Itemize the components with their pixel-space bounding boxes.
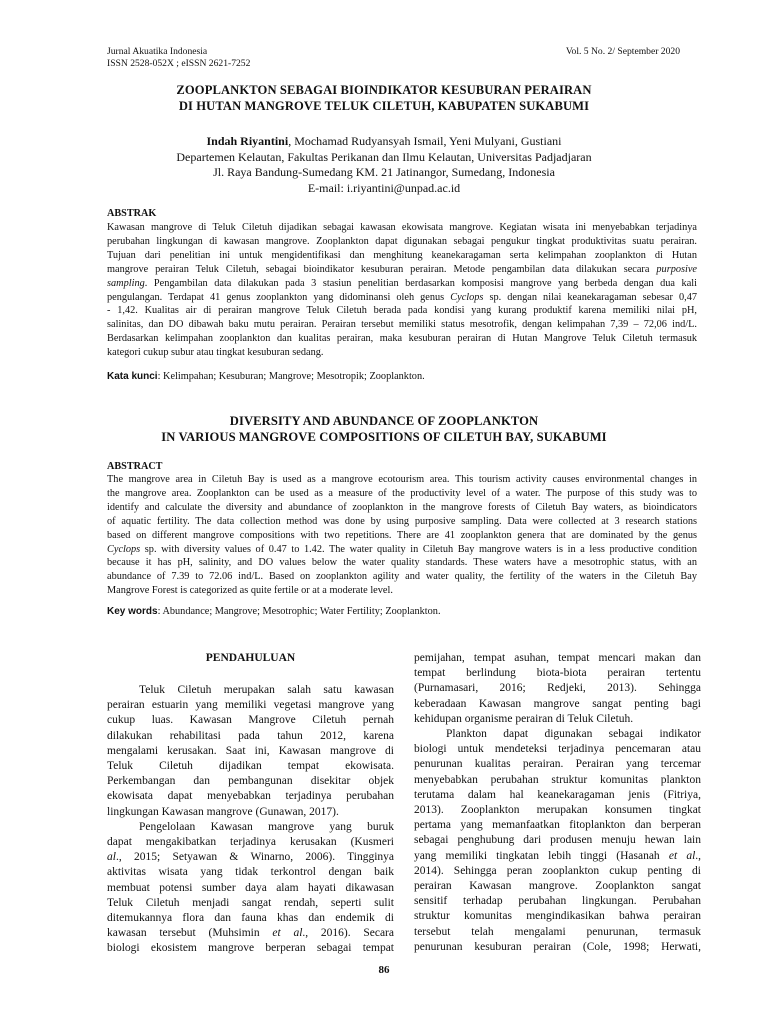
body-line: Teluk Ciletuh merupakan salah satu kawasan bbox=[139, 684, 394, 696]
body-line: tersebut telah mengalami penurunan, termasuk bbox=[414, 925, 701, 938]
abstrak-heading: ABSTRAK bbox=[107, 208, 157, 219]
abstract-line: Cyclops sp. with diversity values of 0.47 to 1.42. The water quality in Ciletuh Bay mangrove waters is in a less productive condition bbox=[107, 543, 697, 555]
author-names bbox=[100, 134, 668, 150]
paper-title-english bbox=[100, 413, 668, 445]
email[interactable]: E-mail: i.riyantini@unpad.ac.id bbox=[307, 180, 461, 195]
abstract-line: because it has pH, salinity, and DO values below the water quality standards. These waters have a mesotrophic status, with an bbox=[107, 557, 697, 569]
address: Jl. Raya Bandung-Sumedang KM. 21 Jatinangor, Sumedang, Indonesia bbox=[213, 165, 555, 180]
body-line: 2014). Sehingga peran zooplankton cukup penting di bbox=[414, 864, 701, 877]
key-words-value: : Abundance; Mangrove; Mesotrophic; Water Fertility; Zooplankton. bbox=[157, 606, 441, 617]
abstract-line: the mangrove area. Zooplankton can be used as a measure of the productivity level of a water. The purpose of this study was to bbox=[107, 487, 697, 499]
body-line: menyebabkan perubahan struktur komunitas plankton bbox=[414, 773, 701, 786]
left-column bbox=[107, 683, 394, 957]
kata-kunci-label: Kata kunci bbox=[107, 371, 158, 382]
co-authors: , Mochamad Rudyansyah Ismail, Yeni Mulyani, Gustiani bbox=[288, 134, 562, 148]
body-line: sebagai penghubung dari produsen menuju hewan lain bbox=[414, 834, 701, 847]
body-line: membuat potensi sumber daya alam hayati dikawasan bbox=[107, 881, 394, 894]
key-words-label: Key words bbox=[107, 606, 158, 617]
abstrak-line: Berdasarkan kelimpahan zooplankton dan kualitas perairan, maka kesuburan perairan di Hutan Mangrove Teluk Ciletuh termasuk bbox=[107, 333, 697, 345]
key-words bbox=[107, 606, 697, 617]
body-line: biologi untuk mendeteksi terjadinya pencemaran atau bbox=[414, 743, 701, 756]
body-line: pemijahan, tempat asuhan, tempat mencari makan dan bbox=[414, 652, 701, 664]
body-line: 2013). Zooplankton merupakan konsumen tingkat bbox=[414, 804, 701, 817]
body-line: Perkembangan dan pembangunan disekitar objek bbox=[107, 775, 394, 788]
abstract-line: of aquatic fertility. The data collection method was done by using purposive sampling. Data were collected at 3 research stations bbox=[107, 515, 697, 527]
body-line: perairan estuarin yang memiliki vegetasi mangrove yang bbox=[107, 699, 394, 712]
abstrak-line: salinitas, dan DO dibawah baku mutu perairan. Perairan tersebut memiliki status mesotrofik, dengan kelimpahan 7,39 – 72,06 ind/L. bbox=[107, 319, 697, 331]
title-line: IN VARIOUS MANGROVE COMPOSITIONS OF CILETUH BAY, SUKABUMI bbox=[161, 430, 607, 444]
abstract-heading: ABSTRACT bbox=[107, 461, 163, 472]
abstrak-line: - 1,42. Kualitas air di perairan mangrove Teluk Ciletuh berada pada kondisi yang kurang produktif karena memiliki nilai pH, bbox=[107, 305, 697, 317]
body-line: al., 2015; Setyawan & Winarno, 2006). Tingginya bbox=[107, 851, 394, 864]
body-line: pertama yang memanfaatkan fitoplankton dan berperan bbox=[414, 819, 701, 832]
body-line: kawasan tersebut (Muhsimin et al., 2016). Secara bbox=[107, 927, 394, 940]
body-line: cukup luas. Kawasan Mangrove Ciletuh pernah bbox=[107, 714, 394, 727]
abstrak-line: sampling. Pengambilan data dilakukan pada 3 stasiun penelitian berdasarkan komposisi mangrove yang berbeda dengan dua kali bbox=[107, 277, 697, 289]
issn: ISSN 2528-052X ; eISSN 2621-7252 bbox=[107, 57, 251, 69]
page-number: 86 bbox=[378, 964, 390, 976]
kata-kunci bbox=[107, 371, 697, 382]
abstract-line: identify and calculate the diversity and abundance of zooplankton in the mangrove forests of Ciletuh Bay waters, as bioindicators bbox=[107, 501, 697, 513]
body-line: kehidupan organisme perairan di Teluk Ciletuh. bbox=[414, 712, 634, 725]
body-line: Teluk Ciletuh dijadikan tempat ekowisata. bbox=[107, 760, 394, 773]
body-line: struktur komunitas mengindikasikan bahwa perairan bbox=[414, 910, 701, 923]
abstract-line: based on different mangrove compositions with two repetitions. There are 41 zooplankton genera that are dominated by the genus bbox=[107, 529, 697, 541]
body-line: perairan Kawasan mangrove. Zooplankton sangat bbox=[414, 880, 701, 893]
abstract-line: The mangrove area in Ciletuh Bay is used as a mangrove ecotourism area. This tourism activity causes environmental changes in bbox=[107, 474, 697, 485]
affiliation: Departemen Kelautan, Fakultas Perikanan dan Ilmu Kelautan, Universitas Padjadjaran bbox=[176, 149, 592, 164]
body-line: aktivitas wisata yang tidak terkontrol dengan baik bbox=[107, 866, 394, 879]
paper-title-indonesian bbox=[100, 82, 668, 114]
abstract-line: abundance of 7.39 to 72.06 ind/L. Based on zooplankton agility and water quality, the fertility of the waters in the Ciletuh Bay bbox=[107, 571, 697, 583]
abstrak-line: Tujuan dari penelitian ini untuk mengidentifikasi dan menghitung keanekaragaman serta kelimpahan zooplankton di Hutan bbox=[107, 249, 697, 261]
right-column bbox=[414, 651, 701, 955]
abstrak-line: mangrove perairan Teluk Ciletuh, sebagai bioindikator kesuburan perairan. Metode pengambilan data dilakukan secara purposive bbox=[107, 263, 697, 275]
volume-info: Vol. 5 No. 2/ September 2020 bbox=[565, 46, 680, 57]
title-line: ZOOPLANKTON SEBAGAI BIOINDIKATOR KESUBURAN PERAIRAN bbox=[176, 83, 592, 97]
pendahuluan-heading: PENDAHULUAN bbox=[205, 652, 296, 664]
body-line: lingkungan Kawasan mangrove (Gunawan, 2017). bbox=[107, 805, 339, 818]
body-line: penurunan kesuburan perairan (Cole, 1998; Herwati, bbox=[414, 940, 701, 953]
body-line: ditemukannya flora dan fauna khas dan endemik di bbox=[107, 912, 394, 925]
body-line: sensitif terhadap perubahan lingkungan. Perubahan bbox=[414, 895, 701, 908]
body-line: keberadaan Kawasan mangrove sangat penting bagi bbox=[414, 697, 701, 710]
title-line: DIVERSITY AND ABUNDANCE OF ZOOPLANKTON bbox=[229, 414, 539, 428]
title-line: DI HUTAN MANGROVE TELUK CILETUH, KABUPATEN SUKABUMI bbox=[178, 99, 590, 113]
lead-author: Indah Riyantini bbox=[206, 134, 289, 148]
body-line: yang memiliki tingkatan lebih tinggi (Hasanah et al., bbox=[414, 849, 702, 862]
journal-name: Jurnal Akuatika Indonesia bbox=[107, 46, 208, 57]
body-line: Pengelolaan Kawasan mangrove yang buruk bbox=[139, 820, 394, 833]
body-line: Teluk Ciletuh menjadi sangat rendah, seperti sulit bbox=[107, 896, 394, 909]
body-line: mengalami kerusakan. Saat ini, Kawasan mangrove di bbox=[107, 744, 394, 757]
abstrak-line: kategori cukup subur atau tingkat kesuburan sedang. bbox=[107, 347, 324, 359]
body-line: (Purnamasari, 2016; Redjeki, 2013). Sehingga bbox=[414, 682, 701, 695]
abstract-body bbox=[107, 473, 697, 598]
author-block bbox=[100, 134, 668, 196]
body-line: Plankton dapat digunakan sebagai indikator bbox=[446, 728, 701, 741]
body-line: dilakukan rehabilitasi pada tahun 2012, karena bbox=[107, 729, 394, 742]
running-header-left bbox=[107, 46, 250, 69]
kata-kunci-value: : Kelimpahan; Kesuburan; Mangrove; Mesotropik; Zooplankton. bbox=[157, 371, 425, 382]
body-line: penurunan kualitas perairan. Perairan yang tercemar bbox=[414, 758, 701, 771]
body-line: dapat mengakibatkan terjadinya kerusakan (Kusmeri bbox=[107, 836, 394, 849]
body-line: tempat berlindung biota-biota perairan tertentu bbox=[414, 667, 701, 680]
abstrak-line: perubahan lingkungan di kawasan mangrove. Zooplankton dapat digunakan sebagai pengukur tingkat produktivitas suatu perairan. bbox=[107, 235, 697, 247]
abstrak-line: pengulangan. Terdapat 41 genus zooplankton yang didominansi oleh genus Cyclops sp. dengan nilai keanekaragaman sebesar 0,47 bbox=[107, 291, 698, 303]
abstrak-line: Kawasan mangrove di Teluk Ciletuh dijadikan sebagai kawasan ekowisata mangrove. Kegiatan wisata ini menyebabkan terjadinya bbox=[107, 222, 697, 233]
body-line: biologi ekosistem mangrove berperan sebagai tempat bbox=[107, 942, 394, 955]
body-line: ekowisata dapat menyebabkan terjadinya perubahan bbox=[107, 790, 394, 803]
abstrak-body bbox=[107, 221, 697, 360]
body-line: terutama dalam hal keanekaragaman jenis (Fitriya, bbox=[414, 788, 701, 801]
abstract-line: Mangrove Forest is categorized as quite fertile or at a moderate level. bbox=[107, 585, 393, 597]
